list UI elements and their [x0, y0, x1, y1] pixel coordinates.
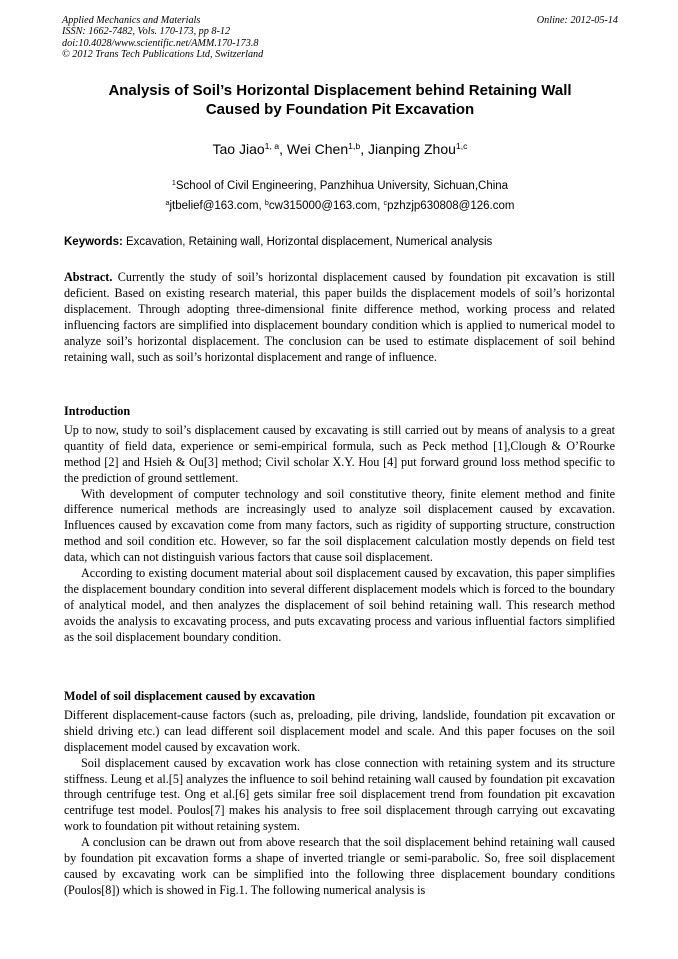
- email-superscript: c: [383, 199, 388, 208]
- paragraph: According to existing document material about soil displacement caused by excavation, this paper simplifies the displacement boundary condition into several different displacement models which is forced to the boundary of analytical model, and then analyzes the displacement of soil behind retaining wall. This research method avoids the analysis to excavating process, and puts excavating process and various influential factors simplified as the soil displacement boundary condition.: [64, 566, 615, 644]
- author-name: Jianping Zhou: [367, 141, 456, 157]
- author-name: Tao Jiao: [212, 141, 265, 157]
- section-displacement-model: [64, 689, 615, 899]
- keywords-label: Keywords:: [64, 236, 123, 248]
- affiliation-superscript: 1: [171, 179, 176, 188]
- abstract: [64, 270, 615, 365]
- section-introduction: [64, 404, 615, 646]
- author-superscript: 1,b: [348, 141, 361, 152]
- affiliation-text: School of Civil Engineering, Panzhihua University, Sichuan,China: [175, 180, 509, 192]
- title-line-1: Analysis of Soil’s Horizontal Displacement behind Retaining Wall: [108, 82, 572, 99]
- abstract-label: Abstract.: [64, 270, 113, 284]
- paragraph: Up to now, study to soil’s displacement caused by excavating is still carried out by means of analysis to a great quantity of field data, experience or semi-empirical formula, such as Peck method [1],Clough & O’Rourke method [2] and Hsieh & Ou[3] method; Civil scholar X.Y. Hou [4] put forward ground loss method specific to the prediction of ground settlement.: [64, 422, 615, 485]
- paragraph: With development of computer technology and soil constitutive theory, finite element method and finite difference numerical methods are increasingly used to analyze soil displacement caused by excavation. Influences caused by excavation come from many factors, such as rigidity of supporting structure, construction method and soil condition etc. However, so far the soil displacement calculation mostly depends on field test data, which can not distinguish various factors that cause soil displacement.: [64, 486, 615, 565]
- paragraph: Different displacement-cause factors (such as, preloading, pile driving, landslide, foundation pit excavation or shield driving etc.) can lead different soil displacement model and scale. And this paper focuses on the soil displacement model caused by excavation work.: [64, 707, 615, 754]
- email-address: cw315000@163.com: [268, 200, 378, 212]
- email-address: jtbelief@163.com: [169, 200, 259, 212]
- title-line-2: Caused by Foundation Pit Excavation: [205, 101, 475, 118]
- journal-name: Applied Mechanics and Materials: [62, 15, 201, 26]
- paper-title: [62, 81, 618, 119]
- affiliation: [62, 179, 618, 193]
- keywords-text: Excavation, Retaining wall, Horizontal displacement, Numerical analysis: [126, 236, 493, 248]
- journal-header: [62, 15, 618, 60]
- doi-line: doi:10.4028/www.scientific.net/AMM.170-173.8: [62, 37, 259, 49]
- issn-line: ISSN: 1662-7482, Vols. 170-173, pp 8-12: [62, 26, 231, 38]
- online-date: Online: 2012-05-14: [536, 15, 618, 26]
- email-superscript: a: [165, 199, 170, 208]
- author-superscript: 1,c: [455, 141, 468, 152]
- author-name: Wei Chen: [286, 141, 349, 157]
- section-heading: Model of soil displacement caused by excavation: [64, 689, 316, 703]
- paragraph: A conclusion can be drawn out from above research that the soil displacement behind retaining wall caused by foundation pit excavation forms a shape of inverted triangle or semi-parabolic. So, free soil displacement caused by excavating work can be simplified into the following three displacement boundary conditions (Poulos[8]) which is showed in Fig.1. The following numerical analysis is: [64, 835, 615, 897]
- email-superscript: b: [264, 199, 269, 208]
- author-superscript: 1, a: [264, 141, 280, 152]
- author-list: Tao Jiao$^{1, a}$, Wei Chen$^{1,b}$, Jianping Zhou$^{1,c}$: [212, 141, 468, 157]
- abstract-text: Currently the study of soil’s horizontal displacement caused by foundation pit excavation is still deficient. Based on existing research material, this paper builds the displacement models of soil’s horizontal displacement. Through adopting three-dimensional finite difference method, working process and related influencing factors are simplified into displacement boundary condition which is applied to numerical model to analyze soil’s horizontal displacement. The conclusion can be used to estimate displacement of soil behind retaining wall, such as soil’s horizontal displacement and range of influence.: [64, 270, 615, 364]
- keywords: [64, 235, 616, 249]
- paragraph: Soil displacement caused by excavation work has close connection with retaining system and its structure stiffness. Leung et al.[5] analyzes the influence to soil behind retaining wall caused by foundation pit excavation through centrifuge test. Ong et al.[6] gets similar free soil displacement trend from foundation pit excavation centrifuge test model. Poulos[7] makes his analysis to free soil displacement through carrying out excavating work to foundation pit without retaining system.: [64, 755, 615, 834]
- copyright-line: © 2012 Trans Tech Publications Ltd, Switzerland: [62, 48, 264, 60]
- email-address: pzhzjp630808@126.com: [387, 200, 515, 212]
- email-list: $^a$jtbelief@163.com, $^b$cw315000@163.com, $^c$pzhzjp630808@126.com: [165, 199, 515, 212]
- section-heading: Introduction: [64, 404, 131, 418]
